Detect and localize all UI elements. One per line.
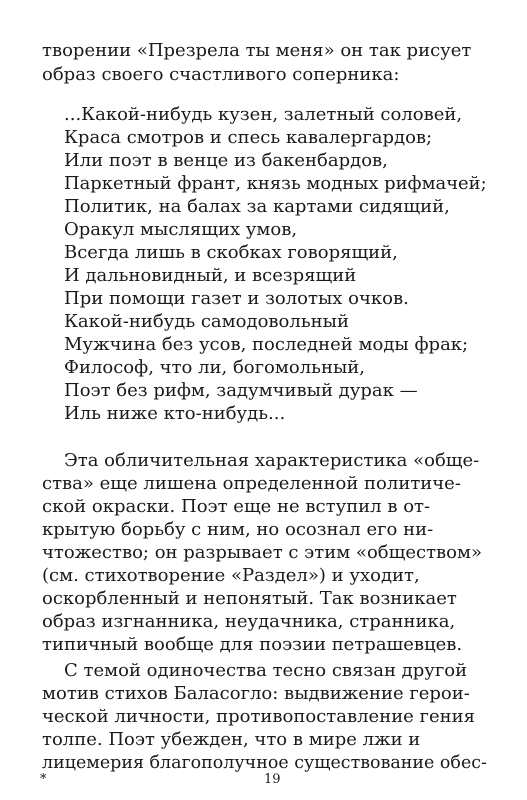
paragraph-line: крытую борьбу с ним, но осознал его ни- bbox=[42, 519, 434, 540]
verse-line: При помощи газет и золотых очков. bbox=[64, 288, 409, 309]
verse-line: Паркетный франт, князь модных рифмачей; bbox=[64, 173, 487, 194]
verse-line: И дальновидный, и всезрящий bbox=[64, 265, 357, 286]
verse-line: ...Какой-нибудь кузен, залетный соловей, bbox=[64, 104, 463, 125]
verse-line: Всегда лишь в скобках говорящий, bbox=[64, 242, 398, 263]
paragraph-line: типичный вообще для поэзии петрашевцев. bbox=[42, 634, 463, 655]
paragraph-line: (см. стихотворение «Раздел») и уходит, bbox=[42, 565, 420, 586]
footer-mark: * bbox=[40, 772, 47, 787]
intro-line: образ своего счастливого соперника: bbox=[42, 64, 400, 85]
verse-line: Краса смотров и спесь кавалергардов; bbox=[64, 127, 433, 148]
paragraph-line: образ изгнанника, неудачника, странника, bbox=[42, 611, 456, 632]
paragraph-line: оскорбленный и непонятый. Так возникает bbox=[42, 588, 457, 609]
verse-line: Мужчина без усов, последней моды фрак; bbox=[64, 334, 469, 355]
paragraph-line: Эта обличительная характеристика «обще- bbox=[64, 450, 480, 471]
paragraph-line: лицемерия благополучное существование обес- bbox=[42, 752, 487, 773]
verse-line: Оракул мыслящих умов, bbox=[64, 219, 298, 240]
paragraph-line: мотив стихов Баласогло: выдвижение герои- bbox=[42, 683, 470, 704]
verse-line: Или поэт в венце из бакенбардов, bbox=[64, 150, 388, 171]
verse-line: Какой-нибудь самодовольный bbox=[64, 311, 349, 332]
paragraph-line: С темой одиночества тесно связан другой bbox=[64, 660, 468, 681]
paragraph-line: толпе. Поэт убежден, что в мире лжи и bbox=[42, 729, 421, 750]
paragraph-line: ческой личности, противопоставление гения bbox=[42, 706, 475, 727]
paragraph-line: ской окраски. Поэт еще не вступил в от- bbox=[42, 496, 431, 517]
verse-line: Политик, на балах за картами сидящий, bbox=[64, 196, 450, 217]
paragraph-line: чтожество; он разрывает с этим «обществом» bbox=[42, 542, 483, 563]
page-number: 19 bbox=[264, 772, 281, 787]
paragraph-line: ства» еще лишена определенной политиче- bbox=[42, 473, 461, 494]
verse-line: Иль ниже кто-нибудь... bbox=[64, 403, 286, 424]
verse-line: Поэт без рифм, задумчивый дурак — bbox=[64, 380, 418, 401]
verse-line: Философ, что ли, богомольный, bbox=[64, 357, 366, 378]
intro-line: творении «Презрела ты меня» он так рисует bbox=[42, 40, 472, 61]
